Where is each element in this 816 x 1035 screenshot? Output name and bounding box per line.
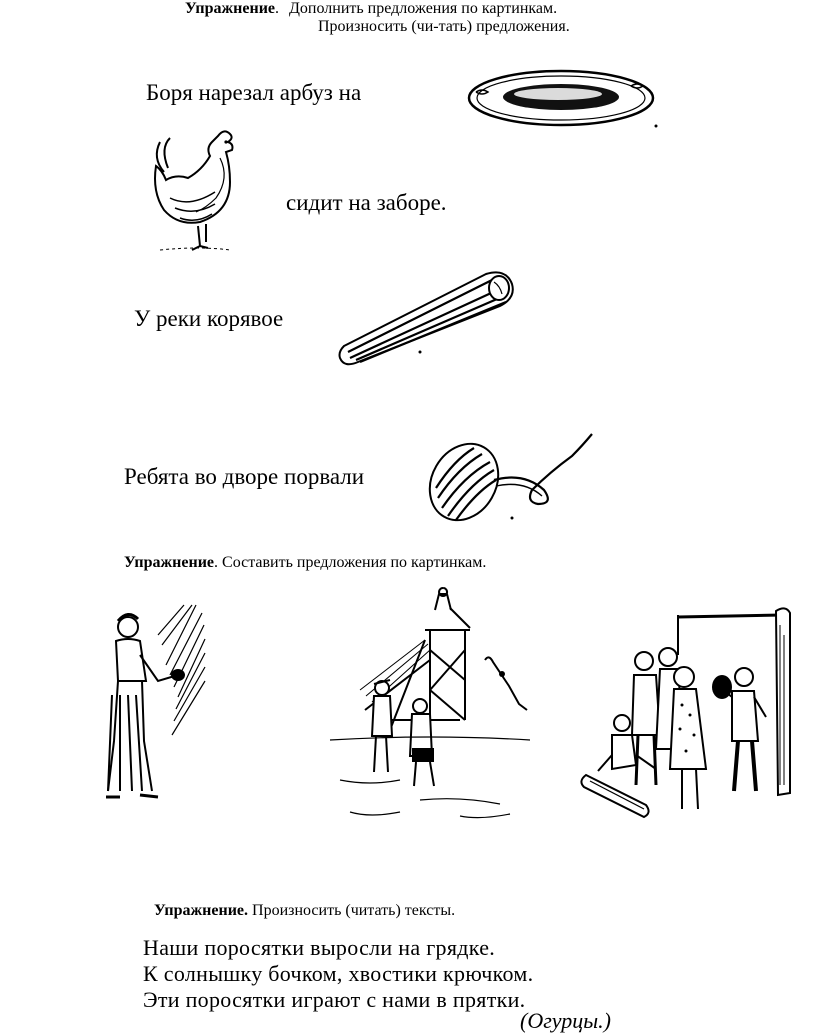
- sentence-4: Ребята во дворе порвали: [124, 464, 365, 489]
- rope-icon: [424, 428, 604, 528]
- exercise3-header: [154, 902, 455, 920]
- poem-line-3: Эти поросятки играют с нами в прятки.: [143, 987, 526, 1012]
- boy-with-ball-icon: [106, 605, 206, 805]
- sentence-2: сидит на заборе.: [286, 190, 447, 215]
- poem-line-2: К солнышку бочком, хвостики крючком.: [143, 961, 534, 986]
- log-icon: [336, 266, 521, 366]
- sentence-3: У реки корявое: [134, 306, 284, 331]
- exercise3-text: Произносить (читать) тексты.: [252, 902, 456, 919]
- exercise3-title: Упражнение.: [154, 902, 249, 919]
- poem-answer: (Огурцы.): [520, 1008, 611, 1033]
- exercise1-text-line2: Произносить (чи-тать) предложения.: [318, 18, 570, 35]
- exercise2-text: Составить предложения по картинкам.: [222, 554, 487, 571]
- kids-at-swing-icon: [582, 605, 802, 825]
- exercise2-header: Упражнение. Составить предложения по картинкам.: [124, 554, 487, 571]
- hen-icon: [150, 128, 245, 253]
- exercise1-title: Упражнение: [185, 0, 276, 17]
- diving-tower-icon: [330, 580, 540, 830]
- exercise1-text-line1: Дополнить предложения по картинкам.: [289, 0, 558, 17]
- exercise2-title: Упражнение: [124, 554, 215, 571]
- exercise1-header: Упражнение. Дополнить предложения по картинкам.: [185, 0, 558, 17]
- plate-icon: [466, 70, 656, 130]
- poem-line-1: Наши поросятки выросли на грядке.: [143, 935, 496, 960]
- sentence-1: Боря нарезал арбуз на: [146, 80, 362, 105]
